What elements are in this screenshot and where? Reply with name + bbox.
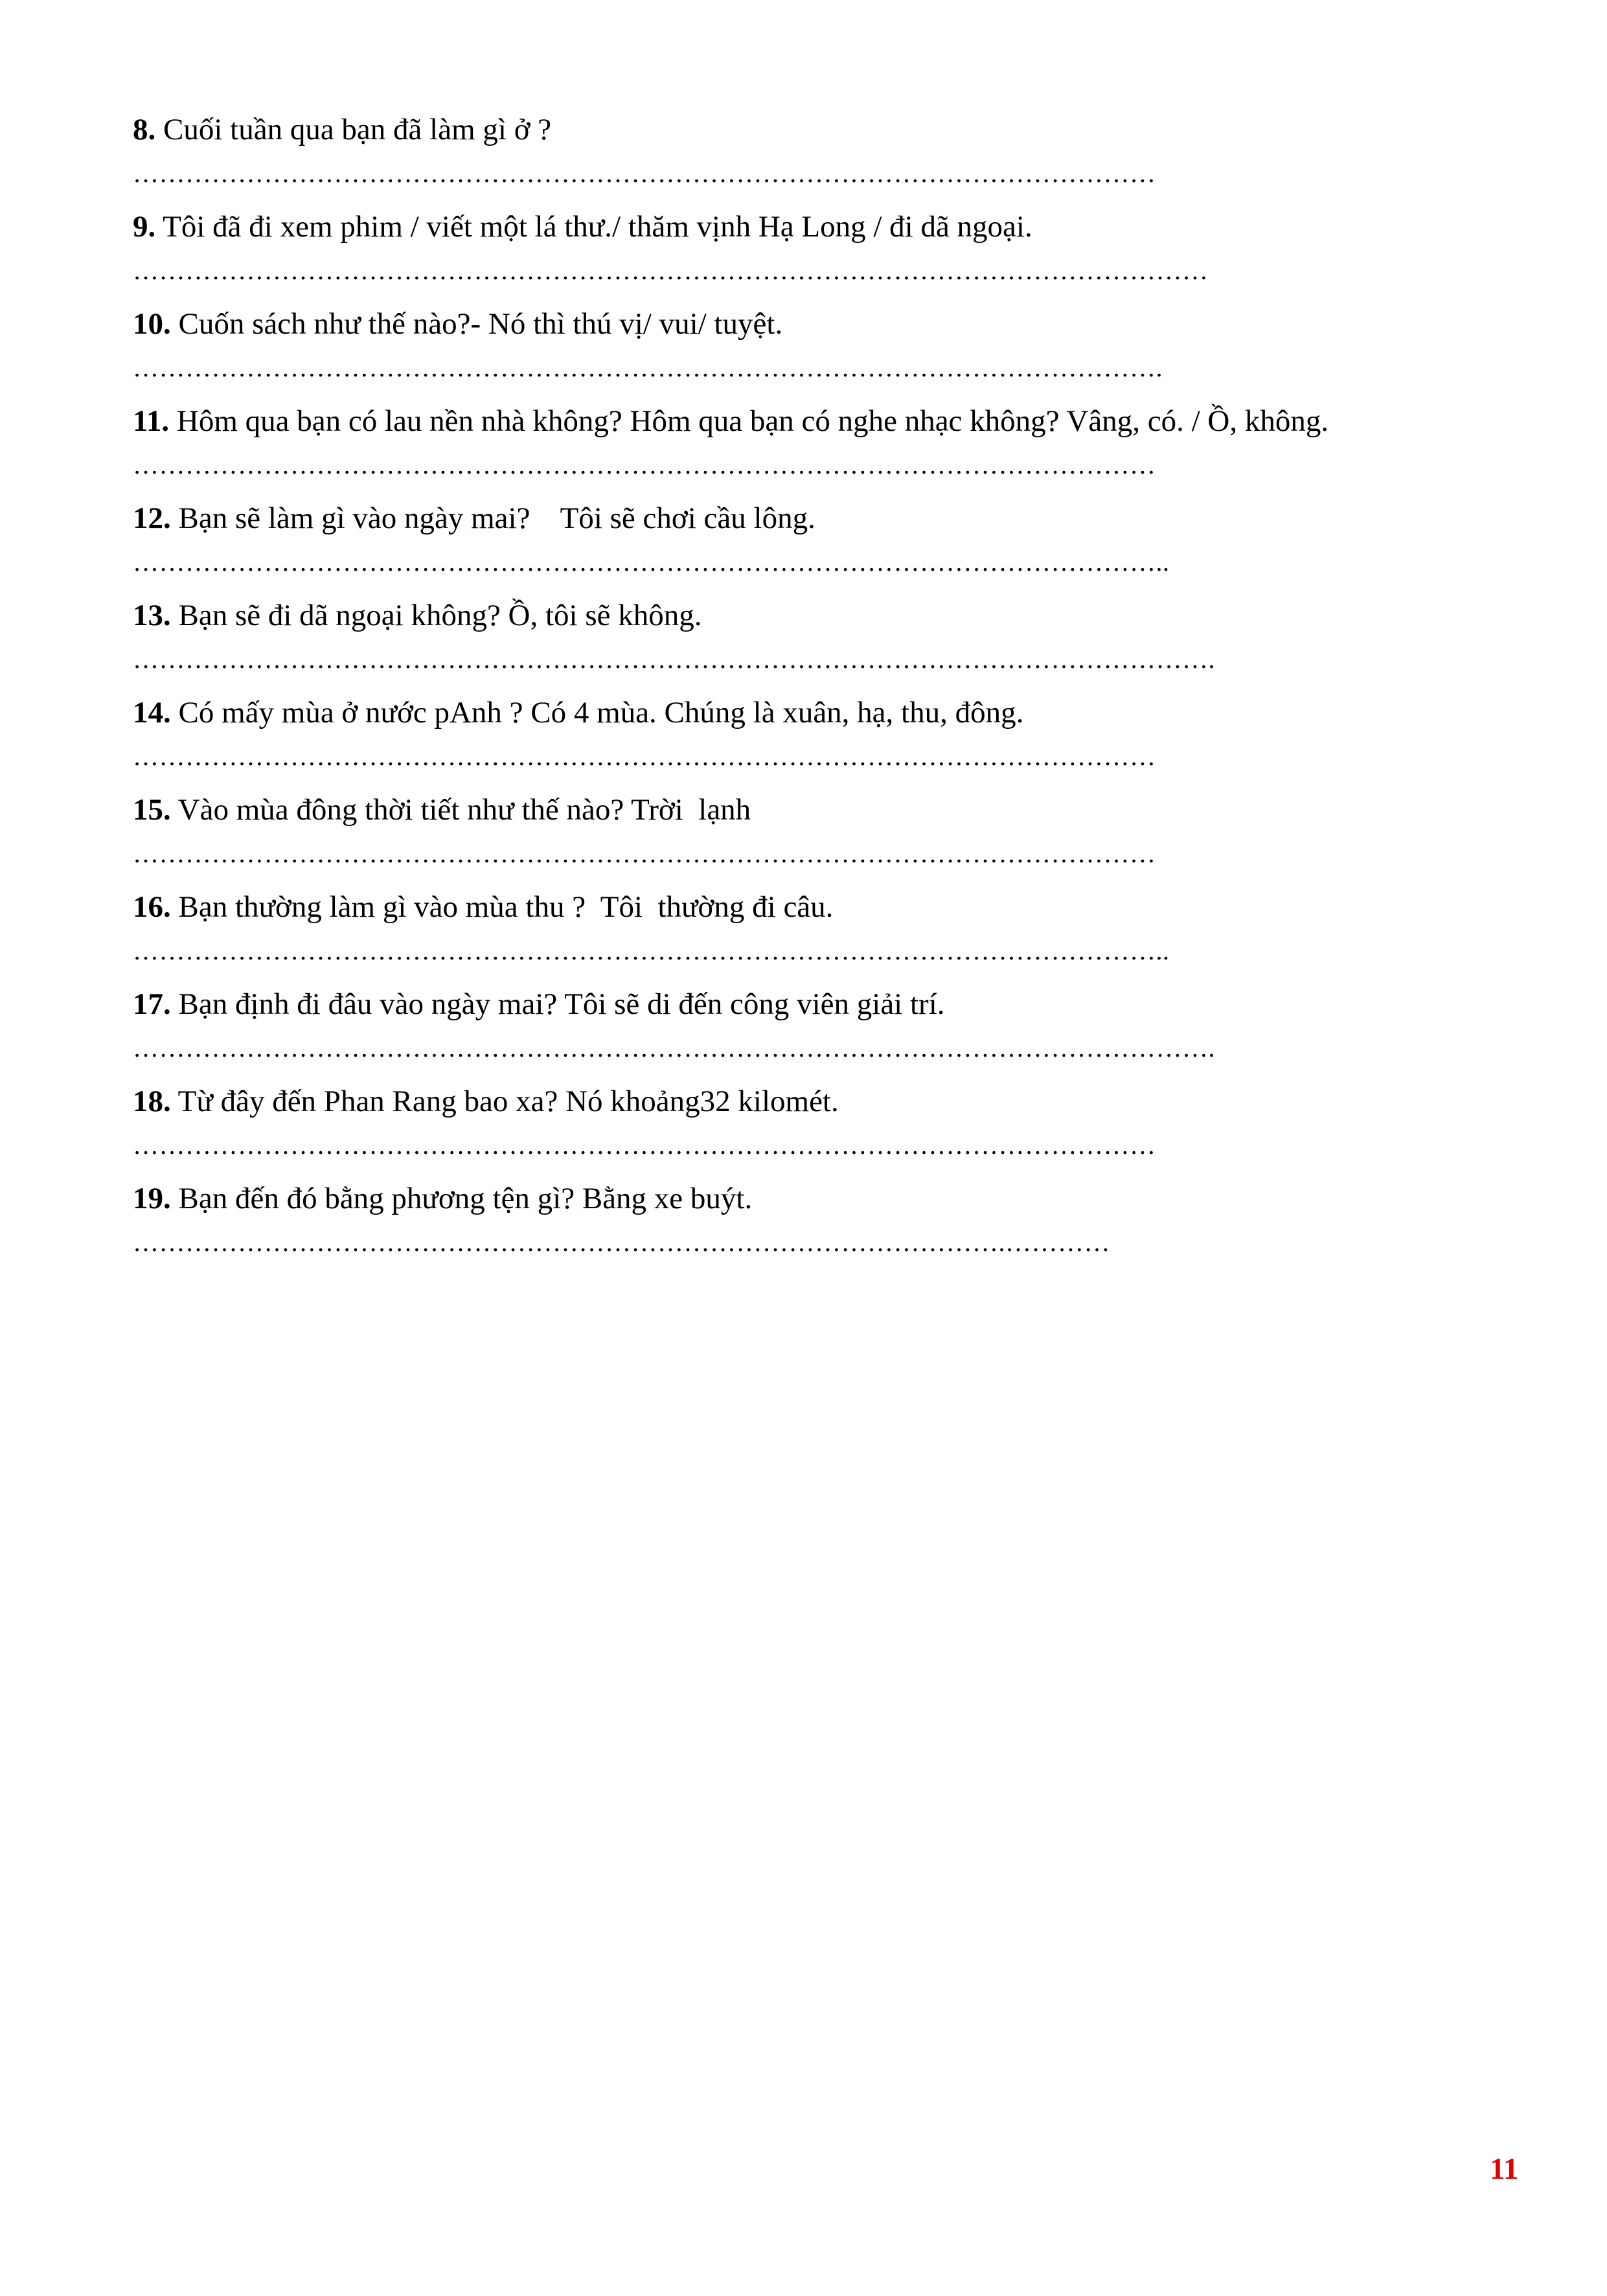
- item-number: 19.: [133, 1182, 171, 1215]
- question-text: Bạn đến đó bằng phương tện gì? Bằng xe buýt.: [170, 1182, 753, 1215]
- exercise-item-10: [133, 304, 1493, 402]
- translation-exercise: [133, 110, 1493, 1276]
- question-12: [133, 499, 815, 538]
- item-number: 15.: [133, 793, 171, 827]
- question-text: Cuối tuần qua bạn đã làm gì ở ?: [155, 113, 552, 146]
- exercise-item-16: [133, 888, 1493, 985]
- question-11: [133, 402, 1328, 441]
- item-number: 12.: [133, 501, 171, 535]
- exercise-item-15: [133, 790, 1493, 888]
- question-13: [133, 596, 702, 635]
- item-number: 18.: [133, 1085, 171, 1118]
- item-number: 14.: [133, 696, 171, 729]
- exercise-item-8: [133, 110, 1493, 207]
- question-text: Bạn sẽ đi dã ngoại không? Ồ, tôi sẽ không.: [170, 599, 702, 632]
- exercise-item-13: [133, 596, 1493, 693]
- question-15: [133, 790, 751, 829]
- item-number: 13.: [133, 599, 171, 632]
- answer-line-13: …………………………………………………………………………………………………………….: [133, 645, 1215, 674]
- question-10: [133, 304, 782, 343]
- exercise-item-17: [133, 985, 1493, 1082]
- question-text: Bạn sẽ làm gì vào ngày mai? Tôi sẽ chơi cầu lông.: [170, 501, 815, 535]
- exercise-item-11: [133, 402, 1493, 499]
- question-19: [133, 1179, 752, 1218]
- answer-line-8: ………………………………………………………………………………………………………: [133, 159, 1156, 188]
- question-9: [133, 207, 1032, 246]
- question-text: Tôi đã đi xem phim / viết một lá thư./ thăm vịnh Hạ Long / đi dã ngoại.: [155, 210, 1032, 244]
- answer-line-14: ………………………………………………………………………………………………………: [133, 742, 1156, 771]
- question-17: [133, 985, 945, 1024]
- exercise-item-9: [133, 207, 1493, 304]
- question-16: [133, 888, 833, 926]
- question-text: Vào mùa đông thời tiết như thế nào? Trời lạnh: [170, 793, 751, 827]
- question-text: Cuốn sách như thế nào?- Nó thì thú vị/ vui/ tuyệt.: [170, 307, 783, 341]
- answer-line-18: ………………………………………………………………………………………………………: [133, 1131, 1156, 1160]
- exercise-item-14: [133, 693, 1493, 790]
- item-number: 10.: [133, 307, 171, 341]
- exercise-item-12: [133, 499, 1493, 596]
- item-number: 9.: [133, 210, 156, 244]
- item-number: 11.: [133, 404, 170, 438]
- question-8: [133, 110, 551, 149]
- page-number: 11: [1490, 2152, 1519, 2186]
- question-text: Có mấy mùa ở nước pAnh ? Có 4 mùa. Chúng là xuân, hạ, thu, đông.: [170, 696, 1024, 729]
- item-number: 16.: [133, 890, 171, 924]
- answer-line-9: ……………………………………………………………………………………………………………: [133, 256, 1209, 285]
- exercise-item-19: [133, 1179, 1493, 1276]
- question-text: Từ đây đến Phan Rang bao xa? Nó khoảng32 kilomét.: [170, 1085, 839, 1118]
- answer-line-11: ………………………………………………………………………………………………………: [133, 450, 1156, 479]
- exercise-item-18: [133, 1082, 1493, 1179]
- answer-line-12: ………………………………………………………………………………………………………..: [133, 547, 1170, 577]
- question-text: Hôm qua bạn có lau nền nhà không? Hôm qua bạn có nghe nhạc không? Vâng, có. / Ồ, không.: [169, 404, 1329, 438]
- question-text: Bạn định đi đâu vào ngày mai? Tôi sẽ di đến công viên giải trí.: [170, 987, 945, 1021]
- answer-line-10: ……………………………………………………………………………………………………….: [133, 353, 1163, 382]
- question-14: [133, 693, 1023, 732]
- answer-line-15: ………………………………………………………………………………………………………: [133, 839, 1156, 868]
- item-number: 17.: [133, 987, 171, 1021]
- answer-line-16: ………………………………………………………………………………………………………..: [133, 936, 1170, 965]
- question-18: [133, 1082, 839, 1121]
- item-number: 8.: [133, 113, 156, 146]
- question-text: Bạn thường làm gì vào mùa thu ? Tôi thường đi câu.: [170, 890, 834, 924]
- answer-line-17: …………………………………………………………………………………………………………….: [133, 1033, 1215, 1062]
- answer-line-19: ……………………………………………………………………………………….…………: [133, 1228, 1110, 1257]
